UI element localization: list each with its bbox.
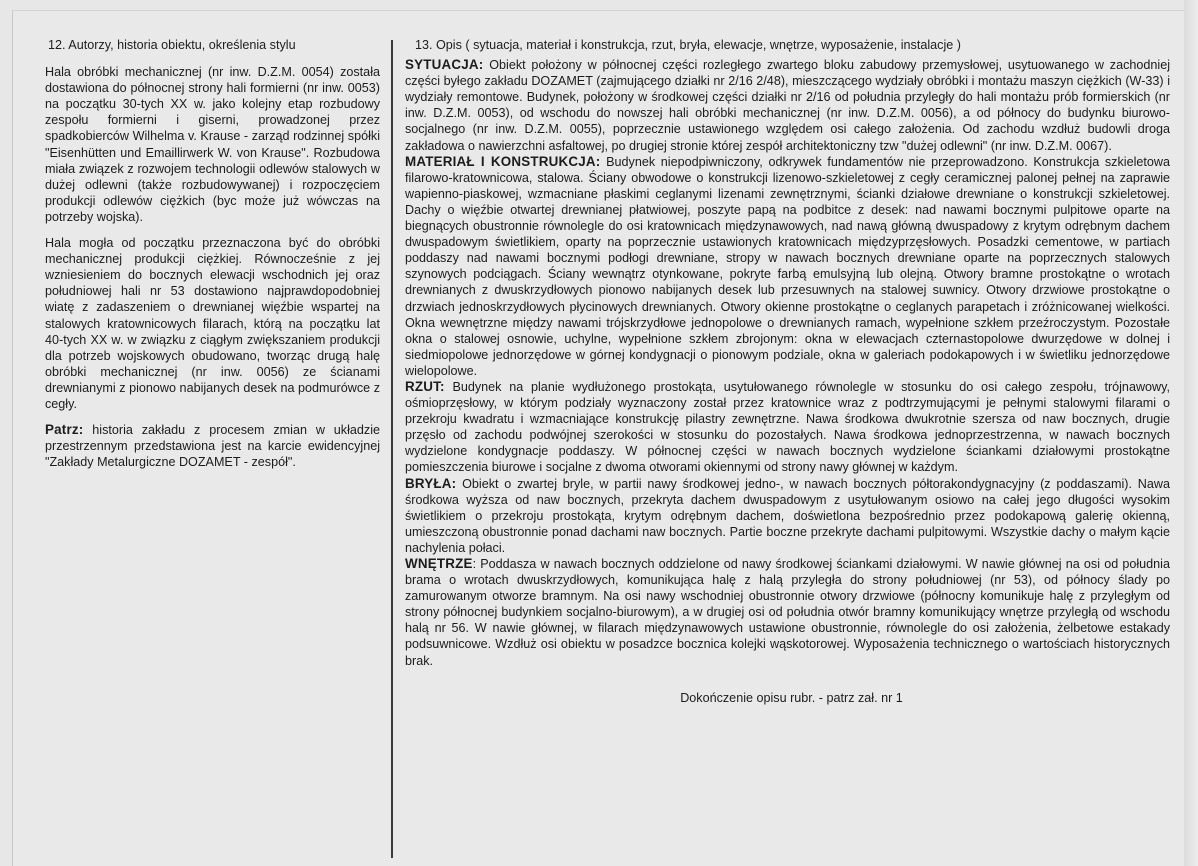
section-massing (405, 476, 1170, 556)
section-interior (405, 556, 1170, 669)
section-text: Obiekt o zwartej bryle, w partii nawy środkowej jedno-, w nawach bocznych półtorakondygnacyjny (z poddaszami). Nawa środkowa wyższa od naw bocznych, przekryta dachem dwuspadowym z usytułowanym osiowo na całej jego długości wysokim świetlikiem o przekroju prostokąta, krytym odrębnym dachem, doświetlona bezpośrednio przez podokapową galerię okienną, umieszczoną obustronnie ponad dachami naw bocznych. Partie boczne przekryte dachami pulpitowymi. Wszystkie dachy o małym kącie nachylenia połaci. (405, 476, 1170, 555)
page-edge (1184, 0, 1198, 866)
section-label: SYTUACJA: (405, 57, 484, 73)
section-text: Budynek na planie wydłużonego prostokąta, usytułowanego równolegle w stosunku do osi całego zespołu, trójnawowy, ośmioprzęsłowy, w którym podziały wyznaczony został przez kratownice wraz z podtrzymującymi je pełnymi stalowymi filarami o przekroju kwadratu i wzmacniające konstrukcję pilastry zewnętrzne. Nawa środkowa dwukrotnie szersza od naw bocznych, drugie przęsło od zachodu podwójnej szerokości w stosunku do pozostałych. Nawa środkowa jednoprzestrzenna, w nawach bocznych wydzielone kondygnacje poddaszy. W północnej części w nawach bocznych wydzielone ściankami działowymi prostokątne pomieszczenia biurowe i socjalne z dwoma otworami okiennymi od strony nawy głównej w każdym. (405, 379, 1170, 475)
section-situation (405, 57, 1170, 154)
section-label: MATERIAŁ I KONSTRUKCJA: (405, 153, 601, 169)
description-heading: 13. Opis ( sytuacja, materiał i konstrukcja, rzut, bryła, elewacje, wnętrze, wyposażenie, instalacje ) (415, 38, 961, 52)
history-column (45, 37, 380, 480)
history-paragraph-1: Hala obróbki mechanicznej (nr inw. D.Z.M. 0054) została dostawiona do północnej strony hali formierni (nr inw. 0053) na początku 30-tych XX w. jako kolejny etap rozbudowy zespołu formierni i giserni, prowadzonej przez spadkobierców Wilhelma v. Krause - zarząd rodzinnej spółki "Eisenhütten und Emaillirwerk W. von Krause". Rozbudowa miała związek z rozwojem technologii odlewów stalowych w dużej odlewni (także rozbudowywanej) i rozpoczęciem produkcji odlewów ciężkich (byc może już wówczas na potrzeby wojska). (45, 65, 380, 224)
section-text: Budynek niepodpiwniczony, odkrywek fundamentów nie przeprowadzono. Konstrukcja szkieletowa filarowo-kratownicowa, stalowa. Ściany obwodowe o konstrukcji lizenowo-szkieletowej z cegły ceramicznej palonej pełnej na zaprawie wapienno-piaskowej, wzmacniane płaskimi ceglanymi lizenami zewnętrznymi, ścianki działowe drewniane o konstrukcji szkieletowej. Dachy o więźbie otwartej drewnianej płatwiowej, poszyte papą na podbitce z desek: nad nawami bocznymi pulpitowe oparte na biegnących obustronnie równolegle do osi kratownicach międzynawowych, nad nawą główną dwuspadowy z krytym odrębnym dachem dwuspadowym świetlikiem, oparty na poprzecznie ustawionych kratownicach międzyprzęsłowych. Posadzki cementowe, w partiach poddaszy nad nawami bocznymi podłogi drewniane, stropy w nawach bocznych drewniane oparte na poprzecznych stalowych szynowych podciągach. Ściany wewnątrz otynkowane, pokryte farbą emulsyjną lub olejną. Otwory bramne prostokątne o wrotach drewnianych z dwuskrzydłowych pionowo nabijanych desek lub przesuwnych na stalowej suwnicy. Otwory drzwiowe prostokątne o drzwiach jednoskrzydłowych płycinowych drewnianych. Otwory okienne prostokątne o ceglanych parapetach i zróżnicowanej wielkości. Okna wewnętrzne między nawami trójskrzydłowe jednopolowe o drewnianych ramach, wypełnione szkłem przeźroczystym. Pozostałe okna o stalowej osnowie, uchylne, wypełnione szkłem zbrojonym: okna w elewacjach czternastopolowe dwurzędowe w dolnej i siedmiopolowe jednorzędowe w górnej kondygnacji o pionowym podziale, okna w galeriach podokapowych i w świetliku jednorzędowe wielopolowe. (405, 154, 1170, 378)
section-plan (405, 379, 1170, 476)
section-material-construction (405, 154, 1170, 379)
see-label: Patrz: (45, 422, 84, 438)
section-text: : Poddasza w nawach bocznych oddzielone od nawy środkowej ściankami działowymi. W nawie głównej na osi od południa brama o wrotach dwuskrzydłowych, komunikująca halę z halą przyległa do strony południowej (nr 53), od północy ślady po zamurowanym otworze bramnym. Na osi nawy wschodniej obustronnie otwory drzwiowe (północny komunikuje halę z przyległym od strony północnej budynkiem socjalno-biurowym), a w drugiej osi od południa otwór bramny komunikujący wnętrze przyległą od wschodu halą nr 56. W nawie głównej, w filarach międzynawowych ustawione obustronnie, równolegle do osi założenia, żelbetowe estakady podsuwnicowe. Wzdłuż osi obiektu w posadzce bocznica kolejki wąskotorowej. Wyposażenia technicznego o wartościach historycznych brak. (405, 557, 1170, 668)
continuation-note: Dokończenie opisu rubr. - patrz zał. nr 1 (680, 690, 903, 705)
section-label: WNĘTRZE (405, 556, 473, 571)
history-paragraph-2: Hala mogła od początku przeznaczona być do obróbki mechanicznej produkcji ciężkiej. Równocześnie z jej wzniesieniem do bocznych elewacji wschodnich jej oraz południowej hali nr 53 dostawiono najprawdopodobniej wiatę z zadaszeniem o drewnianej więźbie wspartej na stalowych kratownicowych filarach, którą na początku lat 40-tych XX w. w związku z ciągłym zwiększaniem produkcji dla potrzeb wojskowych obudowano, tworząc drugą halę obróbki mechanicznej (nr inw. 0056) ze ścianami drewnianymi z pionowo nabijanych desek na podmurówce z cegły. (45, 236, 380, 411)
history-paragraph-3 (45, 422, 380, 470)
section-label: RZUT: (405, 378, 445, 394)
history-heading: 12. Autorzy, historia obiektu, określenia stylu (48, 38, 296, 52)
see-text: historia zakładu z procesem zmian w układzie przestrzennym przedstawiona jest na karcie ewidencyjnej "Zakłady Metalurgiczne DOZAMET - zespół". (45, 423, 380, 470)
description-column (405, 37, 1170, 706)
section-text: Obiekt położony w północnej części rozległego zwartego bloku zabudowy przemysłowej, usytuowanego w zachodniej części byłego zakładu DOZAMET (zajmującego działki nr 2/16 2/48), mieszczącego wydziały obróbki i montażu maszyn ciężkich (W-33) i wydziały remontowe. Budynek, położony w środkowej części działki nr 2/16 od południa przyległy do hali montażu prób formierskich (nr inw. D.Z.M. 0053), od wschodu do nowszej hali obróbki mechanicznej (nr inw. D.Z.M. 0056), a od północy do budynku biurowo-socjalnego (nr inw. D.Z.M. 0055), poprzecznie ustawionego względem osi całego założenia. Od zachodu wzdłuż budowli droga zakładowa o nawierzchni asfaltowej, po drugiej stronie której zespół architektoniczny tzw "dużej odlewni" (nr inw. D.Z.M. 0067). (405, 58, 1170, 153)
column-divider (391, 40, 393, 858)
section-label: BRYŁA: (405, 475, 457, 491)
